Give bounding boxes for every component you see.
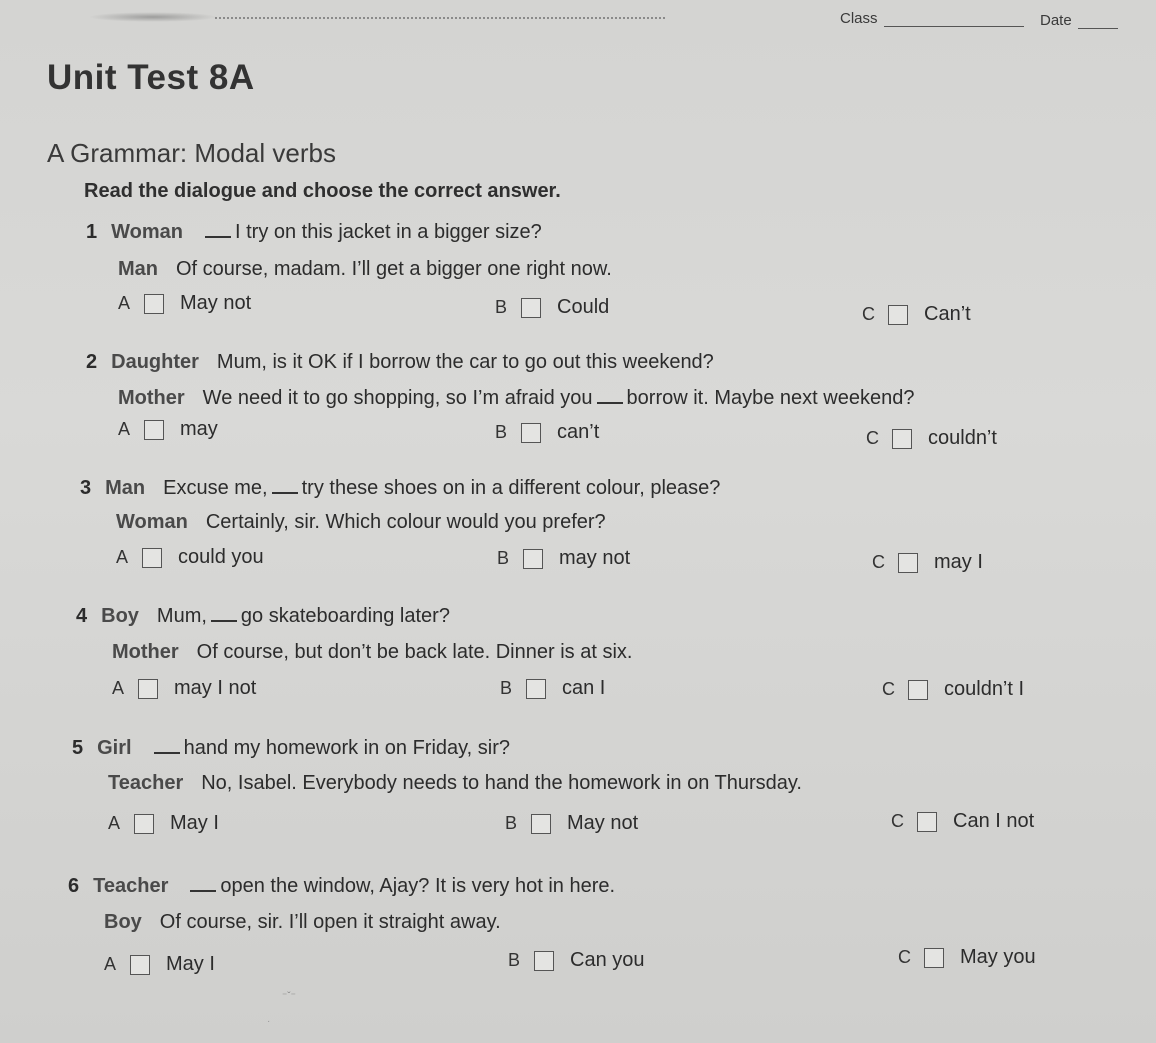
answer-checkbox[interactable] xyxy=(144,294,164,314)
line-text: Certainly, sir. Which colour would you prefer? xyxy=(205,511,606,533)
option-text: could you xyxy=(178,546,264,568)
speaker-name: Teacher xyxy=(108,772,184,794)
option-text: may xyxy=(180,418,218,440)
date-blank-line[interactable] xyxy=(1078,14,1118,29)
line-text-before: Mum, xyxy=(156,605,207,627)
speaker-name: Mother xyxy=(118,387,185,409)
answer-checkbox[interactable] xyxy=(908,680,928,700)
question-6-option-b[interactable] xyxy=(508,949,645,972)
question-1-option-a[interactable] xyxy=(118,292,251,315)
question-5-option-a[interactable] xyxy=(108,812,219,835)
question-6-option-c[interactable] xyxy=(898,946,1036,969)
question-6-line-1 xyxy=(68,875,615,898)
option-letter: C xyxy=(891,811,904,831)
option-text: can’t xyxy=(557,421,600,443)
question-number: 6 xyxy=(68,875,80,897)
question-2-option-c[interactable] xyxy=(866,427,997,450)
line-text-after: open the window, Ajay? It is very hot in here. xyxy=(220,875,616,897)
top-dotted-rule xyxy=(215,17,665,19)
line-text: Of course, madam. I’ll get a bigger one right now. xyxy=(176,258,612,280)
scan-smudge xyxy=(88,12,218,22)
speaker-name: Girl xyxy=(97,737,132,759)
option-text: couldn’t xyxy=(928,427,997,449)
option-letter: B xyxy=(505,813,518,833)
line-text: Of course, but don’t be back late. Dinner is at six. xyxy=(196,641,633,663)
question-3-option-a[interactable] xyxy=(116,546,264,569)
answer-checkbox[interactable] xyxy=(534,951,554,971)
question-1-line-2 xyxy=(118,258,612,281)
answer-blank xyxy=(154,752,180,754)
answer-checkbox[interactable] xyxy=(892,429,912,449)
question-4-line-2 xyxy=(112,641,632,664)
option-text: May I xyxy=(166,953,215,975)
line-text: No, Isabel. Everybody needs to hand the homework in on Thursday. xyxy=(201,772,802,794)
pencil-dot: · xyxy=(267,1016,271,1027)
answer-checkbox[interactable] xyxy=(526,679,546,699)
option-letter: B xyxy=(500,678,513,698)
question-4-option-a[interactable] xyxy=(112,677,256,700)
option-text: May you xyxy=(960,946,1036,968)
option-letter: A xyxy=(118,419,131,439)
answer-checkbox[interactable] xyxy=(924,948,944,968)
section-heading: A Grammar: Modal verbs xyxy=(47,138,336,168)
answer-blank xyxy=(211,620,237,622)
option-letter: B xyxy=(508,950,521,970)
question-2-option-b[interactable] xyxy=(495,421,599,444)
class-field[interactable] xyxy=(840,10,1024,27)
option-letter: B xyxy=(495,422,508,442)
date-label: Date xyxy=(1040,12,1072,29)
answer-checkbox[interactable] xyxy=(134,814,154,834)
option-text: Could xyxy=(557,296,610,318)
class-label: Class xyxy=(840,10,878,27)
date-field[interactable] xyxy=(1040,12,1118,29)
pencil-mark: ⁻ˇ⁻ xyxy=(282,991,296,1002)
answer-checkbox[interactable] xyxy=(888,305,908,325)
line-text: Mum, is it OK if I borrow the car to go out this weekend? xyxy=(216,351,714,373)
answer-checkbox[interactable] xyxy=(144,420,164,440)
option-letter: B xyxy=(495,297,508,317)
class-blank-line[interactable] xyxy=(884,12,1024,27)
line-text-before: We need it to go shopping, so I’m afraid you xyxy=(202,387,593,409)
option-text: couldn’t I xyxy=(944,678,1025,700)
option-text: May not xyxy=(180,292,252,314)
answer-blank xyxy=(272,492,298,494)
question-number: 3 xyxy=(80,477,92,499)
question-number: 1 xyxy=(86,221,98,243)
option-letter: A xyxy=(116,547,129,567)
line-text-after: borrow it. Maybe next weekend? xyxy=(626,387,915,409)
answer-checkbox[interactable] xyxy=(521,423,541,443)
question-1-option-c[interactable] xyxy=(862,303,971,326)
question-3-option-b[interactable] xyxy=(497,547,630,570)
question-number: 4 xyxy=(76,605,88,627)
question-2-line-2 xyxy=(118,387,914,410)
option-letter: B xyxy=(497,548,510,568)
speaker-name: Mother xyxy=(112,641,179,663)
answer-checkbox[interactable] xyxy=(523,549,543,569)
line-text-after: hand my homework in on Friday, sir? xyxy=(183,737,511,759)
question-4-option-b[interactable] xyxy=(500,677,605,700)
page-title: Unit Test 8A xyxy=(47,58,255,97)
question-3-line-1 xyxy=(80,477,720,500)
question-1-option-b[interactable] xyxy=(495,296,609,319)
option-letter: C xyxy=(866,428,879,448)
speaker-name: Daughter xyxy=(111,351,199,373)
answer-blank xyxy=(597,402,623,404)
question-2-line-1 xyxy=(86,351,714,374)
question-number: 2 xyxy=(86,351,98,373)
option-letter: C xyxy=(862,304,875,324)
option-text: can I xyxy=(562,677,606,699)
option-letter: C xyxy=(898,947,911,967)
speaker-name: Teacher xyxy=(93,875,169,897)
instruction-text: Read the dialogue and choose the correct answer. xyxy=(84,180,561,202)
question-4-option-c[interactable] xyxy=(882,678,1024,701)
option-letter: C xyxy=(882,679,895,699)
option-letter: A xyxy=(108,813,121,833)
question-6-option-a[interactable] xyxy=(104,953,215,976)
option-letter: A xyxy=(104,954,117,974)
question-1-line-1 xyxy=(86,221,542,244)
option-text: Can’t xyxy=(924,303,971,325)
answer-blank xyxy=(190,890,216,892)
speaker-name: Man xyxy=(118,258,158,280)
speaker-name: Man xyxy=(105,477,146,499)
option-text: may I xyxy=(934,551,983,573)
answer-checkbox[interactable] xyxy=(898,553,918,573)
speaker-name: Woman xyxy=(111,221,183,243)
answer-checkbox[interactable] xyxy=(130,955,150,975)
option-text: may I not xyxy=(174,677,257,699)
question-6-line-2 xyxy=(104,911,501,934)
question-2-option-a[interactable] xyxy=(118,418,218,441)
answer-blank xyxy=(205,236,231,238)
speaker-name: Boy xyxy=(104,911,142,933)
option-text: Can I not xyxy=(953,810,1035,832)
answer-checkbox[interactable] xyxy=(917,812,937,832)
line-text-after: try these shoes on in a different colour, please? xyxy=(301,477,721,499)
question-4-line-1 xyxy=(76,605,450,628)
option-letter: C xyxy=(872,552,885,572)
option-letter: A xyxy=(118,293,131,313)
question-3-option-c[interactable] xyxy=(872,551,983,574)
question-5-line-2 xyxy=(108,772,802,795)
question-5-option-c[interactable] xyxy=(891,810,1034,833)
question-number: 5 xyxy=(72,737,84,759)
line-text-before: Excuse me, xyxy=(163,477,268,499)
answer-checkbox[interactable] xyxy=(142,548,162,568)
answer-checkbox[interactable] xyxy=(138,679,158,699)
question-5-line-1 xyxy=(72,737,510,760)
option-text: May I xyxy=(170,812,219,834)
option-text: May not xyxy=(567,812,639,834)
line-text-after: go skateboarding later? xyxy=(240,605,450,627)
line-text-after: I try on this jacket in a bigger size? xyxy=(234,221,542,243)
option-text: Can you xyxy=(570,949,645,971)
answer-checkbox[interactable] xyxy=(521,298,541,318)
answer-checkbox[interactable] xyxy=(531,814,551,834)
question-5-option-b[interactable] xyxy=(505,812,638,835)
speaker-name: Woman xyxy=(116,511,188,533)
speaker-name: Boy xyxy=(101,605,139,627)
question-3-line-2 xyxy=(116,511,606,534)
line-text: Of course, sir. I’ll open it straight away. xyxy=(159,911,501,933)
option-letter: A xyxy=(112,678,125,698)
option-text: may not xyxy=(559,547,631,569)
